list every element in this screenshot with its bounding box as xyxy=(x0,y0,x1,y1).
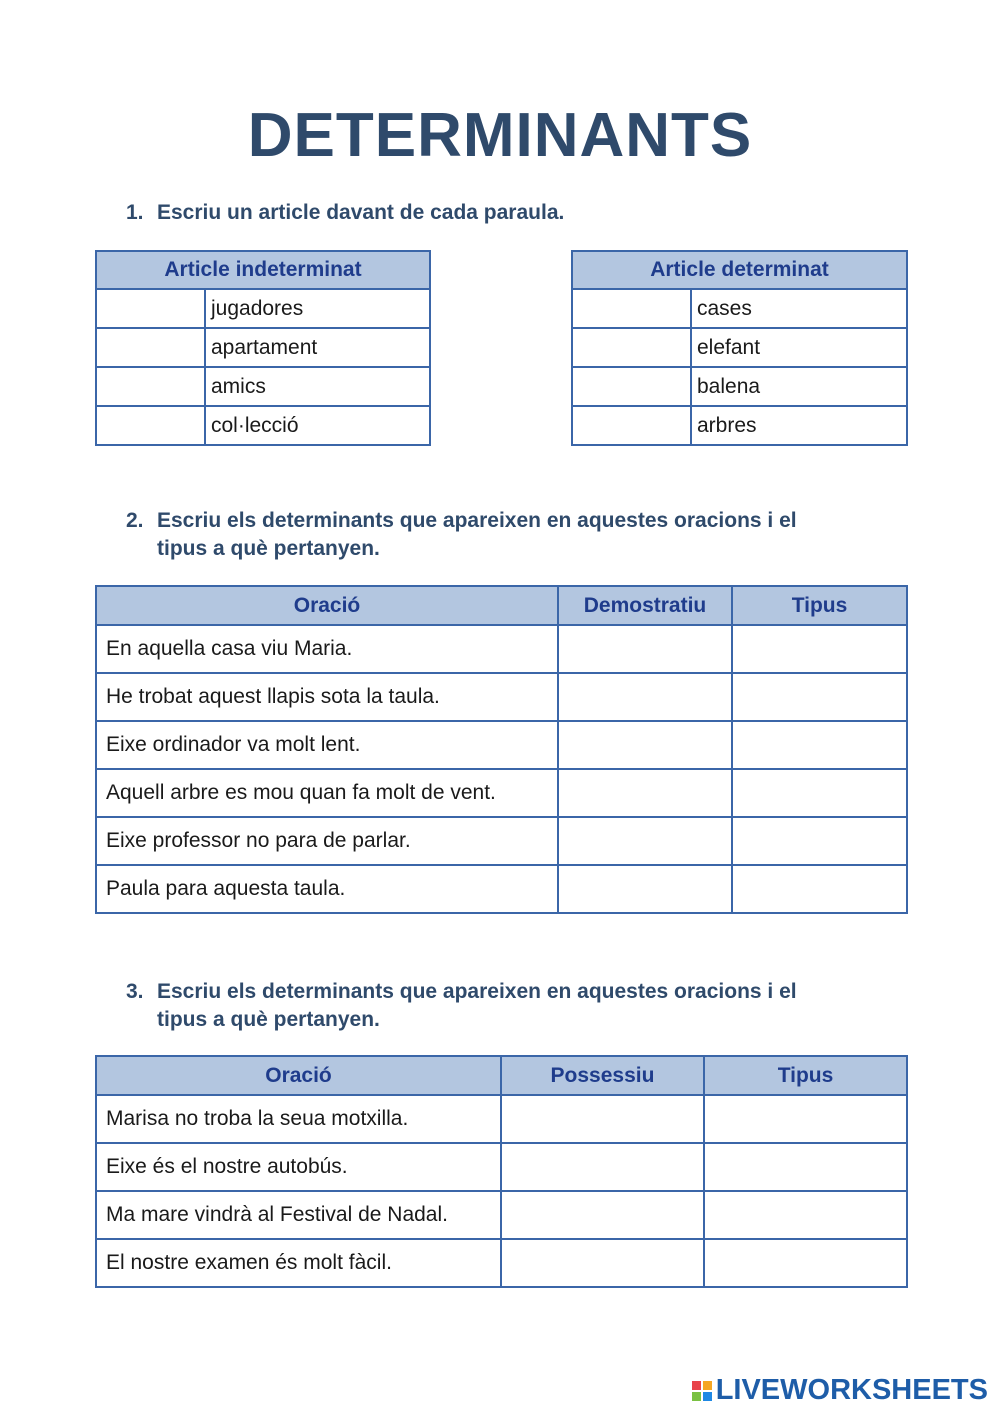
sentence-cell: He trobat aquest llapis sota la taula. xyxy=(96,673,558,721)
demonstrative-input[interactable] xyxy=(558,865,732,913)
word-cell: arbres xyxy=(691,406,907,445)
sentence-cell: Marisa no troba la seua motxilla. xyxy=(96,1095,501,1143)
possessive-input[interactable] xyxy=(501,1191,704,1239)
liveworksheets-logo[interactable] xyxy=(692,1374,988,1407)
sentence-cell: Eixe ordinador va molt lent. xyxy=(96,721,558,769)
question-text-line-1: Escriu els determinants que apareixen en aquestes oracions i el xyxy=(157,980,797,1003)
demonstrative-table xyxy=(95,585,908,914)
table-row xyxy=(96,289,430,328)
answer-input[interactable] xyxy=(572,289,691,328)
possessive-input[interactable] xyxy=(501,1239,704,1287)
question-3 xyxy=(126,978,926,1034)
question-number: 2. xyxy=(126,509,144,532)
answer-input[interactable] xyxy=(96,289,205,328)
type-input[interactable] xyxy=(732,817,907,865)
brand-name: LIVEWORKSHEETS xyxy=(715,1374,988,1406)
table-row xyxy=(96,1191,907,1239)
table-row xyxy=(96,817,907,865)
question-text-line-2: tipus a què pertanyen. xyxy=(157,537,380,560)
type-input[interactable] xyxy=(704,1095,907,1143)
table-row xyxy=(96,1095,907,1143)
demonstrative-input[interactable] xyxy=(558,721,732,769)
table-header: Article determinat xyxy=(572,251,907,289)
sentence-cell: Eixe professor no para de parlar. xyxy=(96,817,558,865)
possessive-input[interactable] xyxy=(501,1143,704,1191)
type-input[interactable] xyxy=(732,769,907,817)
table-header: Article indeterminat xyxy=(96,251,430,289)
logo-square xyxy=(692,1392,701,1401)
sentence-cell: Ma mare vindrà al Festival de Nadal. xyxy=(96,1191,501,1239)
column-header-type: Tipus xyxy=(704,1056,907,1095)
sentence-cell: El nostre examen és molt fàcil. xyxy=(96,1239,501,1287)
question-text-line-1: Escriu els determinants que apareixen en aquestes oracions i el xyxy=(157,509,797,532)
table-row xyxy=(572,289,907,328)
table-row xyxy=(572,406,907,445)
answer-input[interactable] xyxy=(96,406,205,445)
demonstrative-input[interactable] xyxy=(558,673,732,721)
answer-input[interactable] xyxy=(572,367,691,406)
column-header-sentence: Oració xyxy=(96,586,558,625)
answer-input[interactable] xyxy=(96,367,205,406)
answer-input[interactable] xyxy=(572,406,691,445)
column-header-demonstrative: Demostratiu xyxy=(558,586,732,625)
table-row xyxy=(96,328,430,367)
table-row xyxy=(96,673,907,721)
type-input[interactable] xyxy=(732,673,907,721)
question-number: 3. xyxy=(126,980,144,1003)
demonstrative-input[interactable] xyxy=(558,817,732,865)
word-cell: col·lecció xyxy=(205,406,430,445)
table-row xyxy=(96,406,430,445)
type-input[interactable] xyxy=(732,625,907,673)
word-cell: elefant xyxy=(691,328,907,367)
definite-article-table xyxy=(571,250,908,446)
answer-input[interactable] xyxy=(96,328,205,367)
word-cell: cases xyxy=(691,289,907,328)
table-row xyxy=(96,367,430,406)
question-text-line-2: tipus a què pertanyen. xyxy=(157,1008,380,1031)
column-header-sentence: Oració xyxy=(96,1056,501,1095)
question-1 xyxy=(126,199,926,227)
table-row xyxy=(96,865,907,913)
column-header-possessive: Possessiu xyxy=(501,1056,704,1095)
table-row xyxy=(572,328,907,367)
table-row xyxy=(96,625,907,673)
table-row xyxy=(96,721,907,769)
word-cell: balena xyxy=(691,367,907,406)
column-header-type: Tipus xyxy=(732,586,907,625)
type-input[interactable] xyxy=(704,1191,907,1239)
word-cell: amics xyxy=(205,367,430,406)
type-input[interactable] xyxy=(732,865,907,913)
demonstrative-input[interactable] xyxy=(558,625,732,673)
sentence-cell: Aquell arbre es mou quan fa molt de vent. xyxy=(96,769,558,817)
possessive-input[interactable] xyxy=(501,1095,704,1143)
sentence-cell: En aquella casa viu Maria. xyxy=(96,625,558,673)
page-title: DETERMINANTS xyxy=(247,101,753,170)
table-row xyxy=(96,1143,907,1191)
sentence-cell: Eixe és el nostre autobús. xyxy=(96,1143,501,1191)
indefinite-article-table xyxy=(95,250,431,446)
table-row xyxy=(96,1239,907,1287)
word-cell: jugadores xyxy=(205,289,430,328)
liveworksheets-logo-icon xyxy=(692,1381,712,1401)
demonstrative-input[interactable] xyxy=(558,769,732,817)
logo-square xyxy=(703,1381,712,1390)
sentence-cell: Paula para aquesta taula. xyxy=(96,865,558,913)
table-row xyxy=(96,769,907,817)
possessive-table xyxy=(95,1055,908,1288)
type-input[interactable] xyxy=(704,1239,907,1287)
type-input[interactable] xyxy=(704,1143,907,1191)
question-2 xyxy=(126,507,926,563)
logo-square xyxy=(703,1392,712,1401)
table-row xyxy=(572,367,907,406)
type-input[interactable] xyxy=(732,721,907,769)
question-text: Escriu un article davant de cada paraula. xyxy=(157,201,565,224)
word-cell: apartament xyxy=(205,328,430,367)
logo-square xyxy=(692,1381,701,1390)
answer-input[interactable] xyxy=(572,328,691,367)
question-number: 1. xyxy=(126,201,144,224)
